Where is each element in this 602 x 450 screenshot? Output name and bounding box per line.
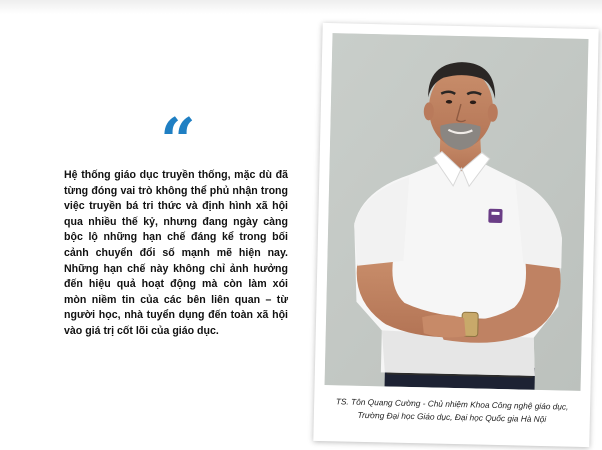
quote-text: Hệ thống giáo dục truyền thống, mặc dù đã từng đóng vai trò không thể phủ nhận trong việc truyền bá tri thức và định hình xã hội qua nhiều thế kỷ, nhưng đang ngày càng bộc lộ những hạn chế đáng kể trong bối cảnh chuyển đổi số mạnh mẽ hiện nay. Những hạn chế này không chỉ ảnh hưởng đến hiệu quả hoạt động mà còn làm xói mòn niềm tin của các bên liên quan – từ người học, nhà tuyển dụng đến toàn xã hội vào giá trị cốt lõi của giáo dục. bbox=[64, 169, 288, 337]
quote-mark-icon: “ bbox=[160, 104, 196, 177]
portrait-photo bbox=[325, 33, 589, 391]
photo-card bbox=[313, 23, 598, 447]
caption-line-1: TS. Tôn Quang Cường - Chủ nhiệm Khoa Công nghệ giáo dục, bbox=[335, 396, 569, 412]
caption-line-2: Trường Đại học Giáo dục, Đại học Quốc gia Hà Nội bbox=[357, 409, 547, 425]
portrait-illustration bbox=[325, 33, 589, 391]
shirt-logo bbox=[488, 209, 502, 223]
top-gradient-band bbox=[0, 0, 602, 14]
hand bbox=[422, 314, 467, 338]
photo-caption bbox=[320, 395, 585, 427]
